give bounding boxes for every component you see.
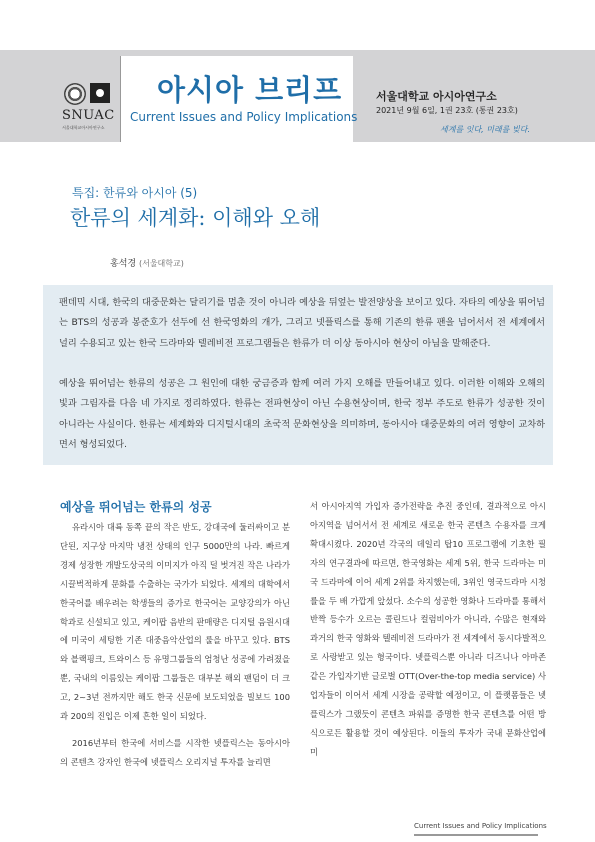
section-heading: 예상을 뛰어넘는 한류의 성공 <box>60 500 212 514</box>
institute-name: 서울대학교 아시아연구소 <box>376 90 497 103</box>
snu-seal-icon <box>64 83 86 105</box>
brief-title: 아시아 브리프 <box>157 73 343 107</box>
author-affiliation: (서울대학교) <box>138 259 184 268</box>
issue-date: 2021년 9월 6일, 1권 23호 (통권 23호) <box>376 106 518 115</box>
article-headline: 한류의 세계화: 이해와 오해 <box>70 206 321 230</box>
logo-text: SNUAC <box>62 108 115 123</box>
summary-paragraph-2: 예상을 뛰어넘는 한류의 성공은 그 원인에 대한 궁금증과 함께 여러 가지 오해를 만들어내고 있다. 이러한 이해와 오해의 빛과 그림자를 다음 네 가지로 정리하였다. 한류는 전파현상이 아닌 수용현상이며, 한국 정부 주도로 한류가 성공한 것이 아니라는 사실이다. 한류는 세계화와 디지털시대의 초국적 문화현상을 의미하며, 동아시아 대중문화의 여러 영향이 교차하면서 형성되었다. <box>59 378 545 450</box>
snuac-emblem-icon <box>90 83 110 103</box>
author-line <box>110 256 184 269</box>
brief-subtitle: Current Issues and Policy Implications <box>130 110 358 124</box>
author-name: 홍석경 <box>110 259 137 269</box>
summary-paragraph-1: 팬데믹 시대, 한국의 대중문화는 달리기를 멈춘 것이 아니라 예상을 뒤엎는 발전양상을 보이고 있다. 자타의 예상을 뛰어넘는 BTS의 성공과 봉준호가 선두에 선 한국영화의 개가, 그리고 넷플릭스를 통해 기존의 한류 팬을 넘어서서 전 세계에서 널리 수용되고 있는 한국 드라마와 텔레비전 프로그램들은 한류가 더 이상 동아시아 현상이 아님을 말해준다. <box>59 297 545 349</box>
footer-text: Current Issues and Policy Implications <box>414 822 547 830</box>
left-paragraph-1: 유라시아 대륙 동쪽 끝의 작은 반도, 강대국에 둘러싸이고 분단된, 지구상 마지막 냉전 상태의 인구 5000만의 나라. 빠르게 경제 성장한 개발도상국의 이미지가 아직 덜 벗겨진 작은 나라가 시끌벅적하게 문화를 수출하는 국가가 되었다. 세계의 대학에서 한국어를 배우려는 학생들의 증가로 한국어는 교양강의가 아닌 학과로 신설되고 있고, 케이팝 음반의 판매량은 디지털 음원시대에 미국이 세팅한 기존 대중음악산업의 룰을 바꾸고 있다. BTS와 블랙핑크, 트와이스 등 유명그룹들의 엄청난 성공에 가려졌을 뿐, 국내의 이름있는 케이팝 그룹들은 대부분 해외 팬덤이 더 크고, 2~3년 전까지만 해도 한국 신문에 보도되었을 빌보드 100과 200의 진입은 이제 흔한 일이 되었다. <box>60 522 290 722</box>
left-paragraph-2: 2016년부터 한국에 서비스를 시작한 넷플릭스는 동아시아의 콘텐츠 강자인 한국에 넷플릭스 오리지널 투자를 늘리면 <box>60 737 290 767</box>
summary-box <box>43 285 553 465</box>
footer-rule <box>414 834 538 836</box>
right-paragraph-1: 서 아시아지역 가입자 증가전략을 추진 중인데, 결과적으로 아시아지역을 넘어서서 전 세계로 새로운 한국 콘텐츠 수용자를 크게 확대시켰다. 2020년 각국의 데일리 탑10 프로그램에 기초한 필자의 연구결과에 따르면, 한국영화는 세계 5위, 한국 드라마는 미국 드라마에 이어 세계 2위를 차지했는데, 3위인 영국드라마 시청률을 두 배 가깝게 앞섰다. 소수의 성공한 영화나 드라마를 통해서 반짝 등수가 오르는 콜린드나 컬럼비아가 아니라, 수많은 현재와 과거의 한국 영화와 텔레비전 드라마가 전 세계에서 동시다발적으로 사랑받고 있는 형국이다. 넷플릭스뿐 아니라 디즈니나 아마존 같은 가입자기반 글로벌 OTT(Over-the-top media service) 사업자들이 이어서 세계 시장을 공략할 예정이고, 이 플랫폼들은 넷플릭스가 그랬듯이 콘텐츠 파워를 증명한 한국 콘텐츠를 어떤 방식으로든 활용할 것이 예상된다. 이들의 투자가 국내 문화산업에 미 <box>310 501 546 757</box>
special-series-label: 특집: 한류와 아시아 (5) <box>72 186 198 200</box>
logo-subtext: 서울대학교아시아연구소 <box>62 125 105 130</box>
right-column <box>310 497 546 770</box>
left-column <box>60 518 290 780</box>
slogan: 세계를 잇다, 미래를 빚다. <box>440 125 530 134</box>
